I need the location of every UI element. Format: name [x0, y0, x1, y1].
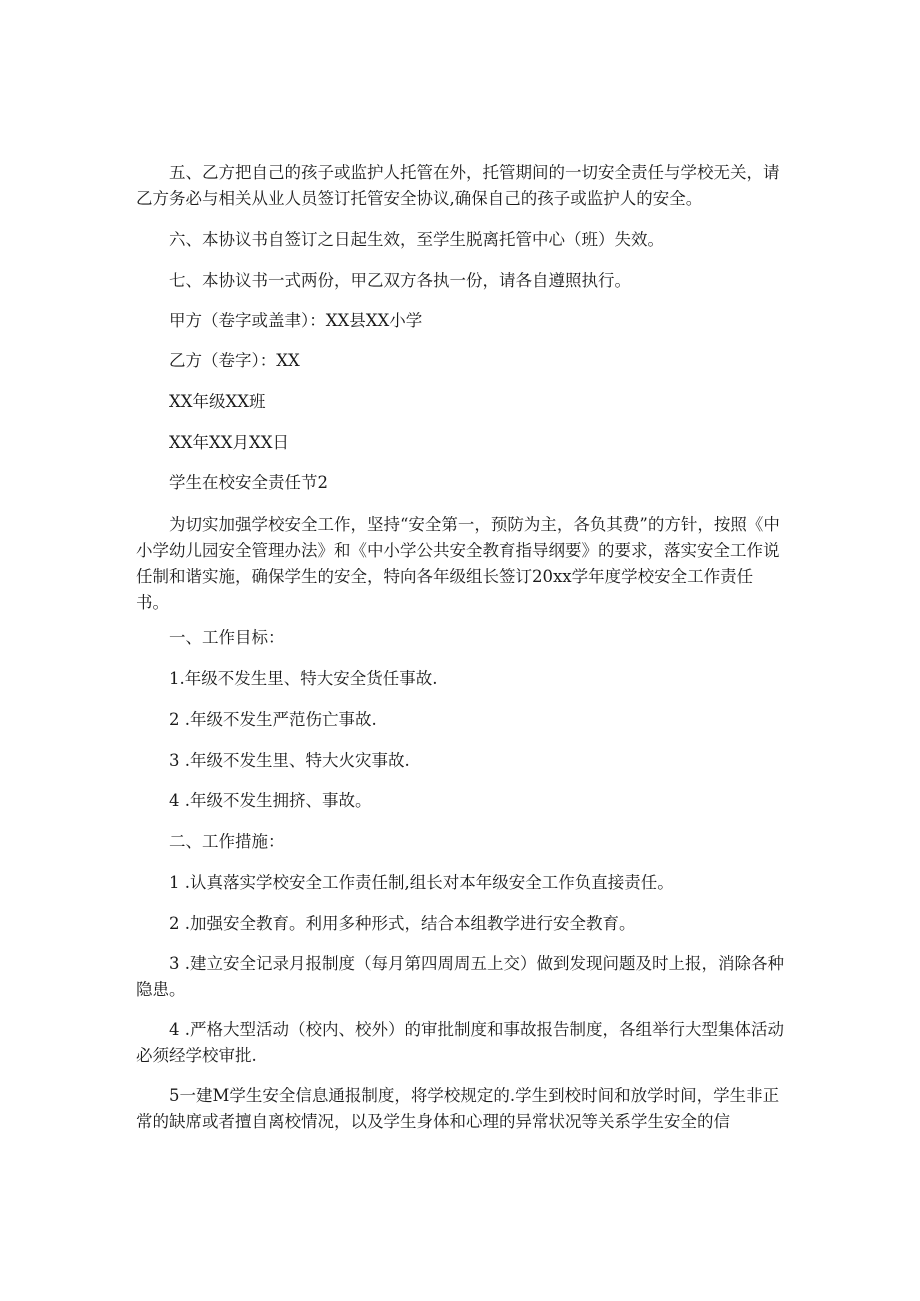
- paragraph-item-6: 六、本协议书自签订之日起生效，至学生脱离托管中心（班）失效。: [169, 230, 664, 249]
- measure-item-4: 4 .严格大型活动（校内、校外）的审批制度和事故报告制度，各组举行大型集体活动必须经学校审批.: [136, 1020, 784, 1065]
- measure-item-5: 5一建M学生安全信息通报制度，将学校规定的.学生到校时间和放学时间，学生非正常的缺席或者擅自离校情况，以及学生身体和心理的异常状况等关系学生安全的信: [136, 1086, 780, 1131]
- intro-paragraph: 为切实加强学校安全工作，坚持“安全第一，预防为主，各负其费”的方针，按照《中小学幼儿园安全管理办法》和《中小学公共安全教育指导纲要》的要求，落实安全工作说任制和谐实施，确保学生的安全，特向各年级组长签订20xx学年度学校安全工作责任书。: [136, 515, 780, 612]
- party-a-signature: 甲方（卷字或盖聿）：XX县XX小学: [169, 311, 423, 330]
- measure-item-3: 3 .建立安全记录月报制度（每月第四周周五上交）做到发现问题及时上报，消除各种隐患。: [136, 954, 784, 999]
- goal-item-4: 4 .年级不发生拥挤、事故。: [169, 791, 372, 810]
- measure-item-1: 1 .认真落实学校安全工作责任制,组长对本年级安全工作负直接责任。: [169, 873, 674, 892]
- heading-work-measures: 二、工作措施：: [169, 832, 285, 851]
- section-title: 学生在校安全责任节2: [169, 473, 328, 492]
- goal-item-1: 1.年级不发生里、特大安全货任事故.: [169, 669, 438, 688]
- grade-class: XX年级XX班: [169, 392, 266, 411]
- measure-item-2: 2 .加强安全教育。利用多种形式，结合本组教学进行安全教育。: [169, 914, 636, 933]
- date-line: XX年XX月XX日: [169, 433, 289, 452]
- paragraph-item-7: 七、本协议书一式两份，甲乙双方各执一份，请各自遵照执行。: [169, 271, 631, 290]
- goal-item-3: 3 .年级不发生里、特大火灾事故.: [169, 751, 410, 770]
- heading-work-goals: 一、工作目标：: [169, 628, 285, 647]
- goal-item-2: 2 .年级不发生严范伤亡事故.: [169, 710, 377, 729]
- party-b-signature: 乙方（卷字）：XX: [169, 351, 300, 370]
- paragraph-item-5: 五、乙方把自己的孩子或监护人托管在外，托管期间的一切安全责任与学校无关，请乙方务必与相关从业人员签订托管安全协议,确保自己的孩子或监护人的安全。: [136, 163, 780, 208]
